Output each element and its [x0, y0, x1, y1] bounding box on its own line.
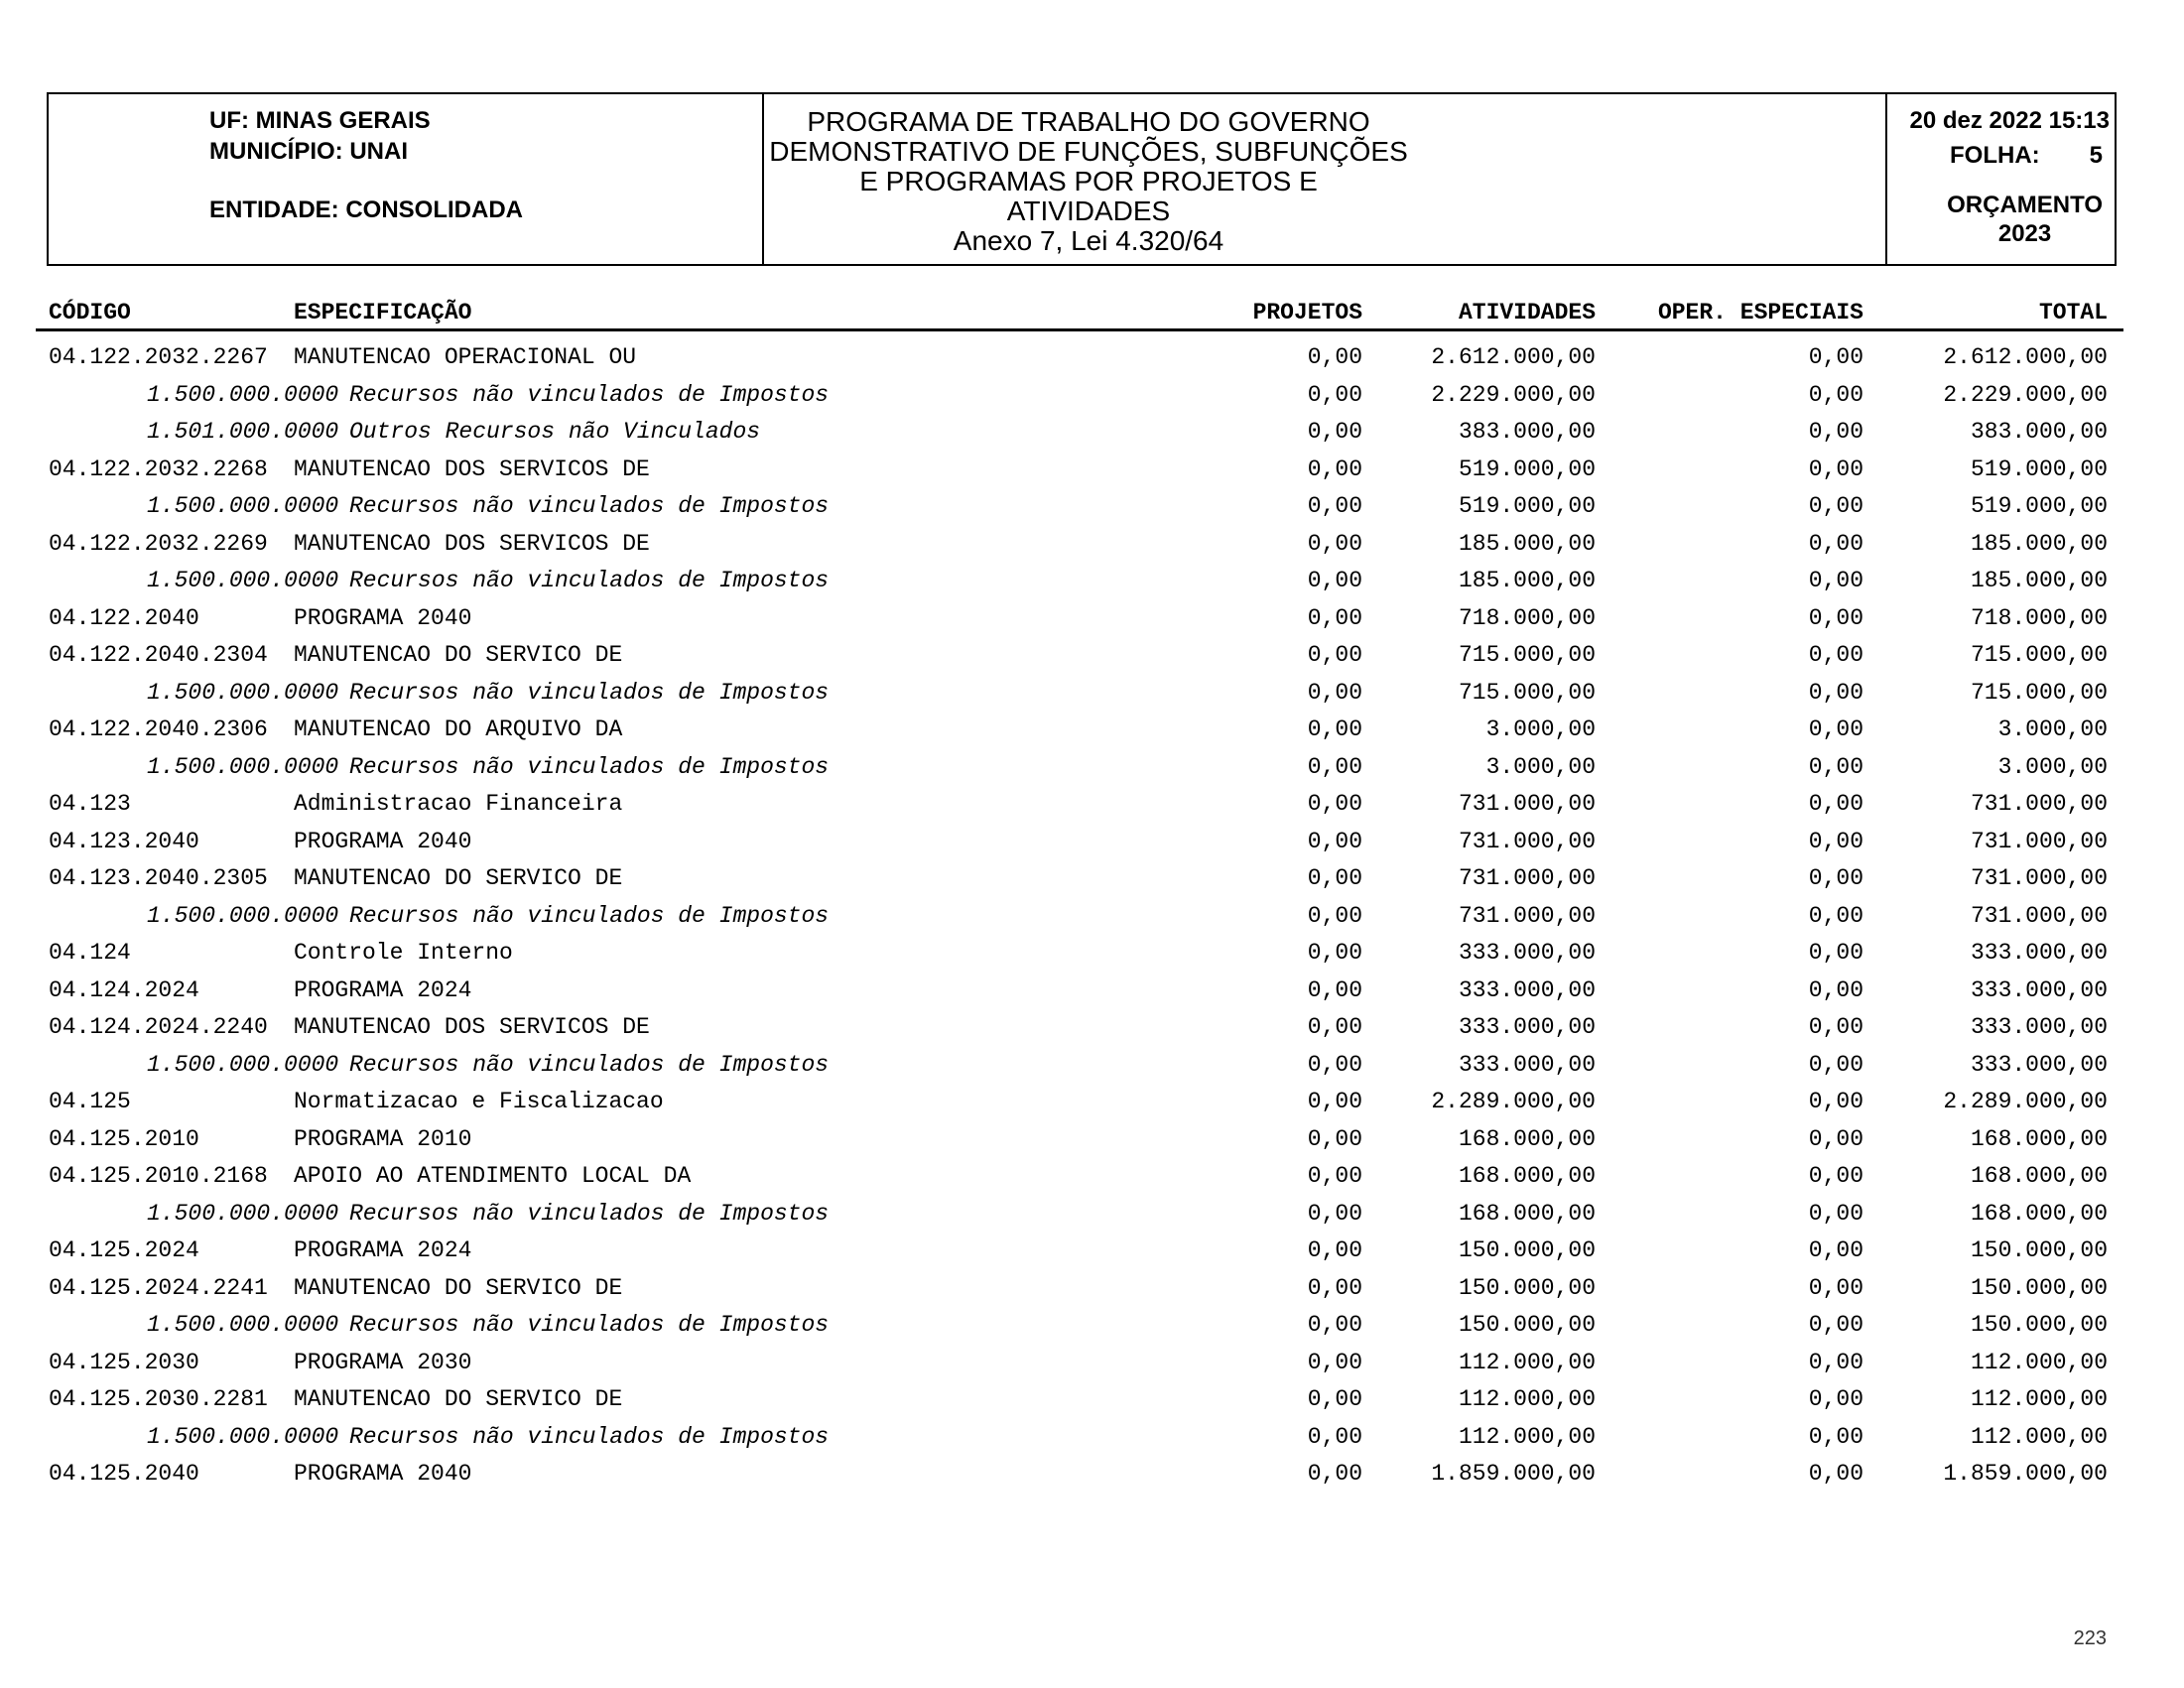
row-projetos: 0,00 [1307, 1014, 1362, 1040]
table-row [0, 563, 2184, 600]
row-oper-especiais: 0,00 [1808, 976, 1863, 1003]
table-row [0, 1121, 2184, 1159]
table-row [0, 675, 2184, 713]
row-oper-especiais: 0,00 [1808, 568, 1863, 593]
row-codigo: 04.125.2024.2241 [49, 1274, 268, 1301]
row-especificacao: Outros Recursos não Vinculados [349, 419, 761, 445]
row-especificacao: Recursos não vinculados de Impostos [349, 1200, 830, 1227]
row-oper-especiais: 0,00 [1808, 902, 1863, 929]
row-codigo: 1.500.000.0000 [147, 568, 339, 593]
row-projetos: 0,00 [1307, 1125, 1362, 1152]
table-row [0, 526, 2184, 564]
row-projetos: 0,00 [1307, 530, 1362, 557]
table-row [0, 1084, 2184, 1121]
table-row [0, 1456, 2184, 1493]
row-total: 150.000,00 [1970, 1274, 2108, 1301]
row-atividades: 333.000,00 [1458, 1051, 1596, 1078]
row-especificacao: Normatizacao e Fiscalizacao [294, 1089, 664, 1114]
table-row [0, 1196, 2184, 1234]
row-total: 519.000,00 [1970, 455, 2108, 482]
row-oper-especiais: 0,00 [1808, 1274, 1863, 1301]
row-projetos: 0,00 [1307, 455, 1362, 482]
row-projetos: 0,00 [1307, 1200, 1362, 1227]
row-codigo: 04.125.2040 [49, 1461, 199, 1487]
row-especificacao: MANUTENCAO DO SERVICO DE [294, 1274, 623, 1301]
row-codigo: 1.500.000.0000 [147, 753, 339, 780]
row-codigo: 1.500.000.0000 [147, 1423, 339, 1450]
row-codigo: 04.125.2024 [49, 1237, 199, 1263]
table-row [0, 935, 2184, 973]
title-line-5: Anexo 7, Lei 4.320/64 [953, 225, 1224, 256]
row-codigo: 04.123.2040 [49, 828, 199, 854]
row-especificacao: PROGRAMA 2040 [294, 1461, 472, 1487]
row-total: 333.000,00 [1970, 940, 2108, 966]
row-especificacao: Recursos não vinculados de Impostos [349, 679, 830, 706]
row-codigo: 1.500.000.0000 [147, 902, 339, 929]
row-oper-especiais: 0,00 [1808, 1312, 1863, 1338]
row-especificacao: MANUTENCAO DOS SERVICOS DE [294, 530, 650, 557]
table-row [0, 860, 2184, 898]
row-oper-especiais: 0,00 [1808, 381, 1863, 408]
row-especificacao: MANUTENCAO DO SERVICO DE [294, 865, 623, 891]
title-line-2: DEMONSTRATIVO DE FUNÇÕES, SUBFUNÇÕES [769, 136, 1408, 167]
row-especificacao: PROGRAMA 2040 [294, 828, 472, 854]
row-codigo: 1.500.000.0000 [147, 493, 339, 519]
row-oper-especiais: 0,00 [1808, 791, 1863, 817]
row-total: 715.000,00 [1970, 642, 2108, 668]
row-atividades: 168.000,00 [1458, 1200, 1596, 1227]
row-total: 731.000,00 [1970, 791, 2108, 817]
row-projetos: 0,00 [1307, 493, 1362, 519]
row-atividades: 3.000,00 [1485, 753, 1596, 780]
row-especificacao: Recursos não vinculados de Impostos [349, 1423, 830, 1450]
row-projetos: 0,00 [1307, 1163, 1362, 1189]
table-row [0, 1009, 2184, 1047]
row-oper-especiais: 0,00 [1808, 1089, 1863, 1114]
row-projetos: 0,00 [1307, 902, 1362, 929]
row-total: 112.000,00 [1970, 1386, 2108, 1412]
row-especificacao: PROGRAMA 2030 [294, 1349, 472, 1375]
row-total: 333.000,00 [1970, 976, 2108, 1003]
table-row [0, 1307, 2184, 1345]
row-atividades: 715.000,00 [1458, 679, 1596, 706]
row-oper-especiais: 0,00 [1808, 1423, 1863, 1450]
row-atividades: 2.229.000,00 [1431, 381, 1596, 408]
row-oper-especiais: 0,00 [1808, 1237, 1863, 1263]
row-atividades: 185.000,00 [1458, 530, 1596, 557]
table-row [0, 749, 2184, 787]
row-codigo: 04.123 [49, 791, 131, 817]
row-codigo: 04.122.2040 [49, 604, 199, 631]
row-projetos: 0,00 [1307, 381, 1362, 408]
row-atividades: 383.000,00 [1458, 419, 1596, 445]
table-row [0, 1419, 2184, 1457]
row-especificacao: PROGRAMA 2040 [294, 604, 472, 631]
row-projetos: 0,00 [1307, 344, 1362, 370]
row-especificacao: MANUTENCAO OPERACIONAL OU [294, 344, 637, 370]
row-especificacao: PROGRAMA 2010 [294, 1125, 472, 1152]
folha-number: 5 [2089, 142, 2103, 169]
row-projetos: 0,00 [1307, 1423, 1362, 1450]
row-projetos: 0,00 [1307, 642, 1362, 668]
row-codigo: 04.125.2030 [49, 1349, 199, 1375]
row-atividades: 731.000,00 [1458, 865, 1596, 891]
table-column-headers [0, 297, 2184, 328]
row-total: 185.000,00 [1970, 530, 2108, 557]
row-atividades: 150.000,00 [1458, 1237, 1596, 1263]
row-projetos: 0,00 [1307, 716, 1362, 742]
table-row [0, 1381, 2184, 1419]
row-projetos: 0,00 [1307, 1089, 1362, 1114]
table-row [0, 339, 2184, 377]
row-atividades: 150.000,00 [1458, 1274, 1596, 1301]
title-line-4: ATIVIDADES [1006, 195, 1171, 226]
row-total: 150.000,00 [1970, 1237, 2108, 1263]
table-row [0, 973, 2184, 1010]
row-atividades: 333.000,00 [1458, 976, 1596, 1003]
report-title [746, 107, 1431, 256]
row-projetos: 0,00 [1307, 568, 1362, 593]
row-projetos: 0,00 [1307, 1051, 1362, 1078]
orcamento-block [1947, 191, 2103, 248]
header-meta [1885, 94, 2115, 264]
row-codigo: 04.125.2030.2281 [49, 1386, 268, 1412]
row-especificacao: PROGRAMA 2024 [294, 1237, 472, 1263]
row-codigo: 1.500.000.0000 [147, 1312, 339, 1338]
row-total: 168.000,00 [1970, 1163, 2108, 1189]
table-row [0, 1345, 2184, 1382]
column-header-total: TOTAL [2038, 300, 2108, 325]
row-atividades: 519.000,00 [1458, 455, 1596, 482]
table-row [0, 1158, 2184, 1196]
row-atividades: 112.000,00 [1458, 1349, 1596, 1375]
uf-label: UF: MINAS GERAIS [209, 107, 431, 134]
row-total: 112.000,00 [1970, 1423, 2108, 1450]
row-codigo: 04.125.2010.2168 [49, 1163, 268, 1189]
row-atividades: 1.859.000,00 [1431, 1461, 1596, 1487]
row-oper-especiais: 0,00 [1808, 1386, 1863, 1412]
row-total: 333.000,00 [1970, 1014, 2108, 1040]
row-oper-especiais: 0,00 [1808, 344, 1863, 370]
row-oper-especiais: 0,00 [1808, 1461, 1863, 1487]
row-oper-especiais: 0,00 [1808, 679, 1863, 706]
row-codigo: 1.500.000.0000 [147, 679, 339, 706]
row-atividades: 185.000,00 [1458, 568, 1596, 593]
row-codigo: 04.122.2040.2306 [49, 716, 268, 742]
row-total: 2.612.000,00 [1943, 344, 2108, 370]
column-header-codigo: CÓDIGO [49, 300, 131, 325]
row-codigo: 1.500.000.0000 [147, 1200, 339, 1227]
title-line-1: PROGRAMA DE TRABALHO DO GOVERNO [807, 106, 1370, 137]
row-especificacao: MANUTENCAO DO ARQUIVO DA [294, 716, 623, 742]
column-header-atividades: ATIVIDADES [1458, 300, 1596, 325]
row-total: 150.000,00 [1970, 1312, 2108, 1338]
row-oper-especiais: 0,00 [1808, 604, 1863, 631]
row-atividades: 718.000,00 [1458, 604, 1596, 631]
row-projetos: 0,00 [1307, 976, 1362, 1003]
row-codigo: 04.122.2032.2268 [49, 455, 268, 482]
table-row [0, 377, 2184, 415]
row-oper-especiais: 0,00 [1808, 1014, 1863, 1040]
row-oper-especiais: 0,00 [1808, 716, 1863, 742]
row-especificacao: APOIO AO ATENDIMENTO LOCAL DA [294, 1163, 692, 1189]
row-atividades: 3.000,00 [1485, 716, 1596, 742]
row-atividades: 112.000,00 [1458, 1386, 1596, 1412]
column-header-projetos: PROJETOS [1252, 300, 1362, 325]
row-codigo: 1.500.000.0000 [147, 1051, 339, 1078]
header-entity-info [49, 94, 764, 264]
row-especificacao: Recursos não vinculados de Impostos [349, 493, 830, 519]
row-projetos: 0,00 [1307, 419, 1362, 445]
row-atividades: 333.000,00 [1458, 1014, 1596, 1040]
entidade-label: ENTIDADE: CONSOLIDADA [209, 196, 523, 223]
row-total: 168.000,00 [1970, 1125, 2108, 1152]
row-projetos: 0,00 [1307, 1312, 1362, 1338]
row-codigo: 04.122.2032.2269 [49, 530, 268, 557]
row-total: 1.859.000,00 [1943, 1461, 2108, 1487]
row-projetos: 0,00 [1307, 604, 1362, 631]
row-especificacao: Recursos não vinculados de Impostos [349, 902, 830, 929]
row-especificacao: Recursos não vinculados de Impostos [349, 568, 830, 593]
row-oper-especiais: 0,00 [1808, 493, 1863, 519]
row-total: 715.000,00 [1970, 679, 2108, 706]
row-projetos: 0,00 [1307, 940, 1362, 966]
row-total: 731.000,00 [1970, 865, 2108, 891]
row-oper-especiais: 0,00 [1808, 753, 1863, 780]
row-atividades: 715.000,00 [1458, 642, 1596, 668]
row-projetos: 0,00 [1307, 791, 1362, 817]
row-especificacao: Recursos não vinculados de Impostos [349, 381, 830, 408]
row-atividades: 2.289.000,00 [1431, 1089, 1596, 1114]
row-especificacao: MANUTENCAO DO SERVICO DE [294, 1386, 623, 1412]
municipio-label: MUNICÍPIO: UNAI [209, 138, 408, 165]
row-oper-especiais: 0,00 [1808, 1051, 1863, 1078]
row-total: 731.000,00 [1970, 828, 2108, 854]
row-oper-especiais: 0,00 [1808, 530, 1863, 557]
row-atividades: 168.000,00 [1458, 1125, 1596, 1152]
print-datetime: 20 dez 2022 15:13 [1909, 107, 2110, 134]
header-divider-rule [36, 328, 2123, 331]
row-especificacao: MANUTENCAO DO SERVICO DE [294, 642, 623, 668]
row-codigo: 04.125.2010 [49, 1125, 199, 1152]
row-oper-especiais: 0,00 [1808, 1349, 1863, 1375]
row-total: 185.000,00 [1970, 568, 2108, 593]
orcamento-year: 2023 [1997, 220, 2052, 247]
row-projetos: 0,00 [1307, 1349, 1362, 1375]
row-total: 383.000,00 [1970, 419, 2108, 445]
table-row [0, 898, 2184, 936]
row-codigo: 04.125 [49, 1089, 131, 1114]
page-number: 223 [2073, 1627, 2107, 1649]
row-codigo: 04.122.2032.2267 [49, 344, 268, 370]
row-atividades: 731.000,00 [1458, 791, 1596, 817]
row-especificacao: Recursos não vinculados de Impostos [349, 1051, 830, 1078]
row-total: 519.000,00 [1970, 493, 2108, 519]
table-row [0, 637, 2184, 675]
row-especificacao: Recursos não vinculados de Impostos [349, 753, 830, 780]
row-atividades: 2.612.000,00 [1431, 344, 1596, 370]
row-oper-especiais: 0,00 [1808, 642, 1863, 668]
row-projetos: 0,00 [1307, 1386, 1362, 1412]
table-row [0, 824, 2184, 861]
row-atividades: 519.000,00 [1458, 493, 1596, 519]
table-row [0, 1233, 2184, 1270]
row-projetos: 0,00 [1307, 1237, 1362, 1263]
folha-row [1887, 135, 2115, 170]
row-total: 3.000,00 [1997, 753, 2108, 780]
table-row [0, 712, 2184, 749]
row-oper-especiais: 0,00 [1808, 1125, 1863, 1152]
row-projetos: 0,00 [1307, 753, 1362, 780]
row-especificacao: MANUTENCAO DOS SERVICOS DE [294, 1014, 650, 1040]
row-total: 112.000,00 [1970, 1349, 2108, 1375]
orcamento-label: ORÇAMENTO [1947, 192, 2103, 218]
row-atividades: 731.000,00 [1458, 902, 1596, 929]
row-oper-especiais: 0,00 [1808, 419, 1863, 445]
row-codigo: 1.500.000.0000 [147, 381, 339, 408]
row-oper-especiais: 0,00 [1808, 940, 1863, 966]
row-total: 333.000,00 [1970, 1051, 2108, 1078]
column-header-oper-especiais: OPER. ESPECIAIS [1657, 300, 1863, 325]
table-row [0, 600, 2184, 638]
row-especificacao: PROGRAMA 2024 [294, 976, 472, 1003]
title-line-3: E PROGRAMAS POR PROJETOS E [859, 166, 1318, 196]
row-projetos: 0,00 [1307, 679, 1362, 706]
row-projetos: 0,00 [1307, 1274, 1362, 1301]
row-atividades: 333.000,00 [1458, 940, 1596, 966]
table-row [0, 452, 2184, 489]
row-total: 2.289.000,00 [1943, 1089, 2108, 1114]
row-especificacao: Controle Interno [294, 940, 513, 966]
row-codigo: 04.124.2024 [49, 976, 199, 1003]
row-atividades: 731.000,00 [1458, 828, 1596, 854]
row-total: 731.000,00 [1970, 902, 2108, 929]
row-oper-especiais: 0,00 [1808, 1200, 1863, 1227]
row-especificacao: MANUTENCAO DOS SERVICOS DE [294, 455, 650, 482]
row-atividades: 168.000,00 [1458, 1163, 1596, 1189]
row-projetos: 0,00 [1307, 1461, 1362, 1487]
row-oper-especiais: 0,00 [1808, 865, 1863, 891]
row-especificacao: Administracao Financeira [294, 791, 623, 817]
row-oper-especiais: 0,00 [1808, 455, 1863, 482]
row-codigo: 04.122.2040.2304 [49, 642, 268, 668]
row-total: 2.229.000,00 [1943, 381, 2108, 408]
row-atividades: 112.000,00 [1458, 1423, 1596, 1450]
row-oper-especiais: 0,00 [1808, 828, 1863, 854]
row-atividades: 150.000,00 [1458, 1312, 1596, 1338]
report-header [47, 92, 2117, 266]
row-codigo: 04.123.2040.2305 [49, 865, 268, 891]
table-row [0, 786, 2184, 824]
row-codigo: 1.501.000.0000 [147, 419, 339, 445]
folha-label: FOLHA: [1950, 142, 2040, 169]
row-total: 718.000,00 [1970, 604, 2108, 631]
table-body [0, 339, 2184, 1493]
row-codigo: 04.124.2024.2240 [49, 1014, 268, 1040]
row-especificacao: Recursos não vinculados de Impostos [349, 1312, 830, 1338]
row-projetos: 0,00 [1307, 865, 1362, 891]
table-row [0, 1270, 2184, 1308]
row-projetos: 0,00 [1307, 828, 1362, 854]
column-header-especificacao: ESPECIFICAÇÃO [294, 300, 472, 325]
row-total: 168.000,00 [1970, 1200, 2108, 1227]
row-total: 3.000,00 [1997, 716, 2108, 742]
table-row [0, 414, 2184, 452]
table-row [0, 1047, 2184, 1085]
table-row [0, 488, 2184, 526]
row-codigo: 04.124 [49, 940, 131, 966]
row-oper-especiais: 0,00 [1808, 1163, 1863, 1189]
